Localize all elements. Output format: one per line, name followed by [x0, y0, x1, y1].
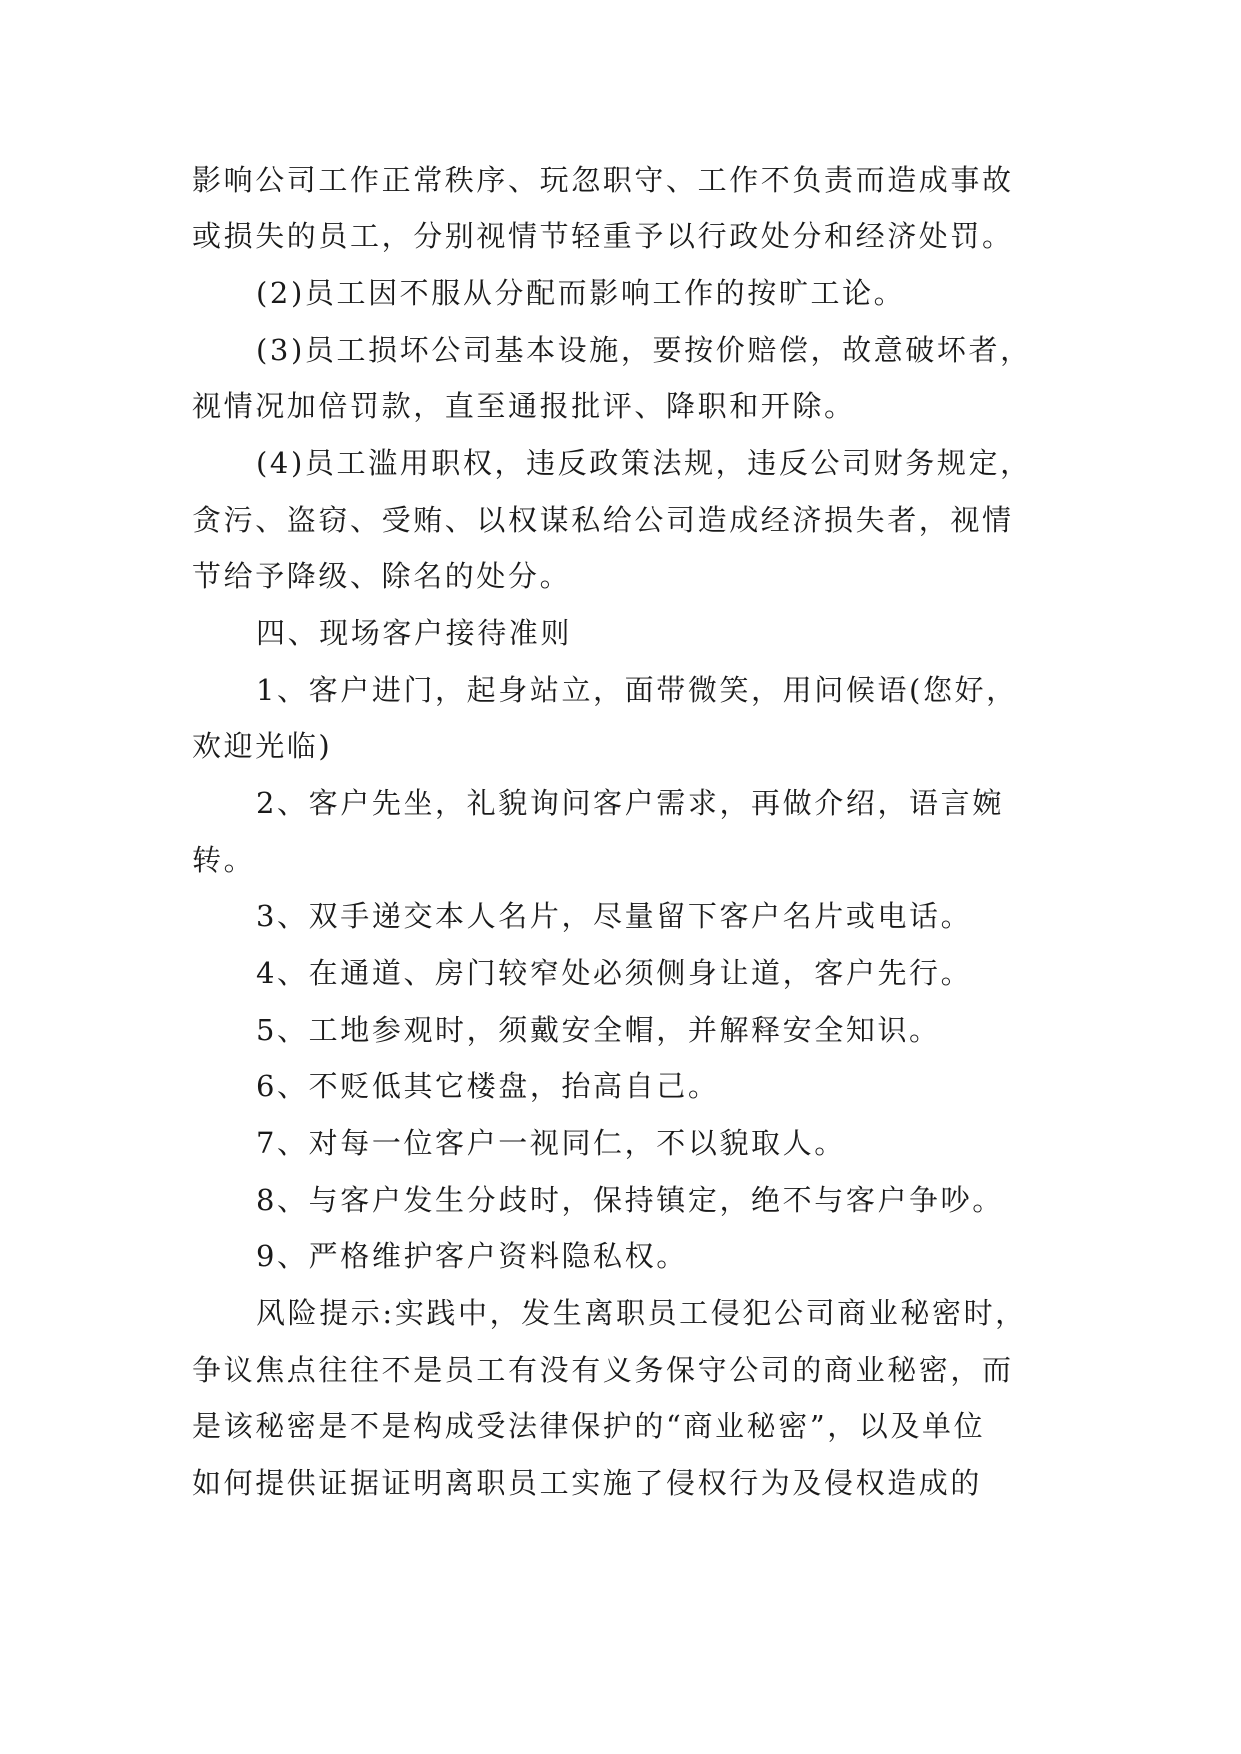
- text-line: 4、在通道、房门较窄处必须侧身让道，客户先行。: [256, 956, 973, 990]
- text-line: 争议焦点往往不是员工有没有义务保守公司的商业秘密，而: [192, 1353, 1014, 1387]
- text-line: 节给予降级、除名的处分。: [192, 559, 572, 593]
- text-line: 6、不贬低其它楼盘，抬高自己。: [256, 1069, 720, 1103]
- text-line: (3)员工损坏公司基本设施，要按价赔偿，故意破坏者，: [256, 333, 1032, 367]
- text-line: 或损失的员工，分别视情节轻重予以行政处分和经济处罚。: [192, 219, 1014, 253]
- text-line: 是该秘密是不是构成受法律保护的“商业秘密”，以及单位: [192, 1409, 986, 1443]
- text-line: 5、工地参观时，须戴安全帽，并解释安全知识。: [256, 1013, 941, 1047]
- text-line: 9、严格维护客户资料隐私权。: [256, 1239, 688, 1273]
- text-line: 7、对每一位客户一视同仁，不以貌取人。: [256, 1126, 846, 1160]
- text-line: (2)员工因不服从分配而影响工作的按旷工论。: [256, 276, 906, 310]
- text-line: 2、客户先坐，礼貌询问客户需求，再做介绍，语言婉: [256, 786, 1004, 820]
- text-line: (4)员工滥用职权，违反政策法规，违反公司财务规定，: [256, 446, 1032, 480]
- text-line: 影响公司工作正常秩序、玩忽职守、工作不负责而造成事故: [192, 163, 1014, 197]
- text-line: 如何提供证据证明离职员工实施了侵权行为及侵权造成的: [192, 1466, 983, 1500]
- section-heading: 四、现场客户接待准则: [256, 616, 573, 650]
- text-line: 8、与客户发生分歧时，保持镇定，绝不与客户争吵。: [256, 1183, 1004, 1217]
- text-line: 欢迎光临): [192, 729, 333, 763]
- text-line: 转。: [192, 843, 256, 877]
- text-line: 视情况加倍罚款，直至通报批评、降职和开除。: [192, 389, 856, 423]
- text-line: 风险提示:实践中，发生离职员工侵犯公司商业秘密时，: [256, 1296, 1027, 1330]
- text-line: 贪污、盗窃、受贿、以权谋私给公司造成经济损失者，视情: [192, 503, 1014, 537]
- text-line: 3、双手递交本人名片，尽量留下客户名片或电话。: [256, 899, 973, 933]
- text-line: 1、客户进门，起身站立，面带微笑，用问候语(您好，: [256, 673, 1018, 707]
